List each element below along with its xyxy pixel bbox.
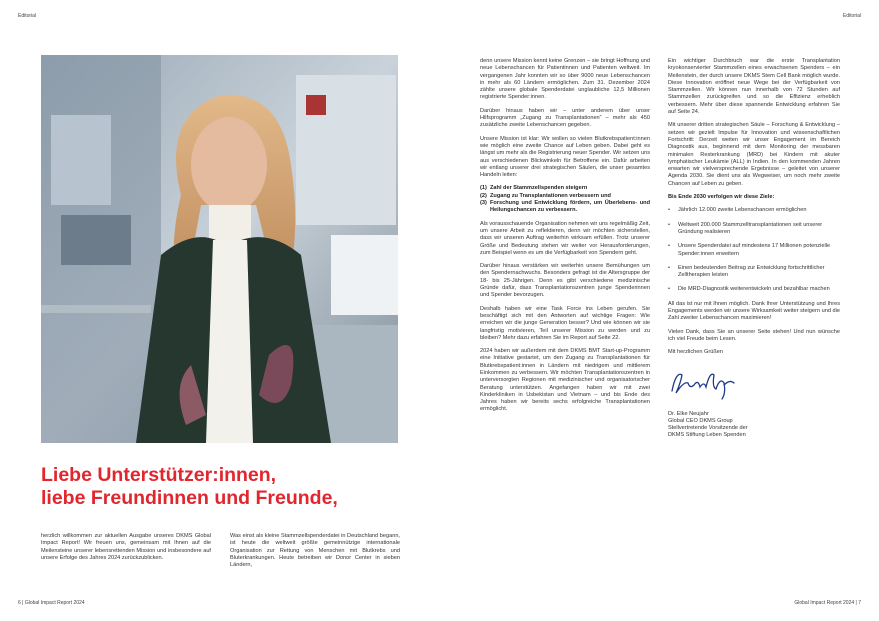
footer-right: Global Impact Report 2024 | 7	[794, 600, 861, 606]
paragraph: Ein wichtiger Durchbruch war die erste Transplantation kryokonservierter Stammzellen eines erwachsenen Spenders – ein Meilenstein, der durch unsere DKMS Stem Cell Bank möglich wurde. Diese Innovation eröffnet neue Wege bei der Verfügbarkeit von Stammzellen. Wir können nun innerhalb von 72 Stunden auf Stammzellen zurückgreifen und so die Effizienz erheblich verbessern. Mehr über diese spannende Entwicklung erfahren Sie auf Seite 24.	[668, 58, 840, 116]
headline	[41, 464, 431, 510]
paragraph: Darüber hinaus haben wir – unter anderem über unser Hilfsprogramm „Zugang zu Transplantationen“ – mehr als 450 zusätzliche zweite Lebenschancen gegeben.	[480, 107, 650, 129]
signer-title: DKMS Stiftung Leben Spenden	[668, 432, 746, 439]
goals-heading: Bis Ende 2030 verfolgen wir diese Ziele:	[668, 194, 775, 201]
list-item: • Jährlich 12.000 zweite Lebenschancen ermöglichen	[668, 207, 807, 214]
list-item: (1) Zahl der Stammzellspenden steigern	[480, 185, 588, 192]
paragraph: Mit unserer dritten strategischen Säule – Forschung & Entwicklung – setzen wir gezielt Impulse für Innovation und wissenschaftlichen Fortschritt: Derzeit weiten wir unser Engagement im Bereich Diagnostik aus, beginnend mit dem Monitoring der messbaren minimalen Resterkrankung (MRD) bei Kindern mit akuter lymphatischer Leukämie (ALL) in Indien. In den kommenden Jahren erwarten wir vielversprechende Ergebnisse – geleitet von unserer Agenda 2030. Sie dient uns als Wegweiser, um noch mehr zweite Chancen auf Leben zu geben.	[668, 122, 840, 187]
column-4	[668, 58, 840, 440]
list-item: (3) Forschung und Entwicklung fördern, um Überlebens- und Heilungschancen zu verbessern.	[480, 200, 650, 214]
signer-block	[668, 411, 840, 440]
paragraph: Unsere Mission ist klar: Wir wollen so vielen Blutkrebspatient:innen wie möglich eine zweite Chance auf Leben geben. Dabei geht es längst um mehr als die Registrierung neuer Spender. Wir setzen uns aus verschiedenen Blickwinkeln für Betroffene ein. Dafür arbeiten wir entlang unserer drei strategischen Säulen, die unser gesamtes Handeln leiten:	[480, 135, 650, 179]
strategic-pillars-list	[480, 185, 650, 214]
list-item: • Weltweit 200.000 Stammzelltransplantationen seit unserer Gründung realisieren	[668, 221, 823, 235]
column-2	[230, 533, 400, 575]
paragraph: denn unsere Mission kennt keine Grenzen – sie bringt Hoffnung und neue Lebenschancen für Patientinnen und Patienten weltweit. Im vergangenen Jahr konnten wir so über 9000 neue Lebenschancen in mehr als 60 Ländern ermöglichen. Zum 31. Dezember 2024 zählte unsere globale Spenderdatei unglaubliche 12,5 Millionen registrierte Spender:innen.	[480, 58, 650, 101]
headline-line-2: liebe Freundinnen und Freunde,	[41, 487, 338, 509]
signature	[668, 363, 840, 403]
portrait-photo	[41, 55, 398, 443]
column-1	[41, 533, 211, 568]
intro-paragraph: herzlich willkommen zur aktuellen Ausgabe unseres DKMS Global Impact Report! Wir freuen uns, gemeinsam mit Ihnen auf die Meilensteine unserer lebensrettenden Mission und insbesondere auf unsere Erfolge des Jahres 2024 zurückzublicken.	[41, 533, 211, 561]
paragraph: Deshalb haben wir eine Task Force ins Leben gerufen. Sie beschäftigt sich mit den Antworten auf wichtige Fragen: Wie erreichen wir die junge Generation besser? Und wie können wir sie langfristig motivieren, Teil unserer Mission zu werden und zu bleiben? Mehr dazu erfahren Sie im Report auf Seite 22.	[480, 305, 650, 341]
headline-line-1: Liebe Unterstützer:innen,	[41, 464, 277, 486]
column-3	[480, 58, 650, 420]
list-item: • Unsere Spenderdatei auf mindestens 17 Millionen potenzielle Spender:innen erweitern	[668, 243, 831, 257]
closing: Mit herzlichen Grüßen	[668, 349, 724, 356]
list-item: • Einen bedeutenden Beitrag zur Entwicklung fortschrittlicher Zelltherapien leisten	[668, 264, 825, 279]
signer-title: Stellvertretende Vorsitzende der	[668, 425, 748, 432]
signer-title: Global CEO DKMS Group	[668, 417, 733, 424]
footer-left: 6 | Global Impact Report 2024	[18, 600, 85, 606]
goals-list	[668, 207, 840, 293]
paragraph: Als vorausschauende Organisation nehmen wir uns regelmäßig Zeit, um unsere Arbeit zu reflektieren, denn wir möchten sicherstellen, dass wir unseren Auftrag weiterhin wirksam erfüllen. Trotz unserer Größe und Bedeutung stehen wir weiter vor Herausforderungen, zum Beispiel wenn es um die Verfügbarkeit von Spendern geht.	[480, 220, 650, 256]
paragraph: All das ist nur mit Ihnen möglich. Dank Ihrer Unterstützung und Ihres Engagements werden wir unsere Wirksamkeit weiter steigern und die Zahl zweiter Lebenschancen maximieren!	[668, 300, 840, 322]
signer-name: Dr. Elke Neujahr	[668, 410, 709, 417]
list-item: (2) Zugang zu Transplantationen verbessern und	[480, 192, 611, 199]
history-paragraph: Was einst als kleine Stammzellspenderdatei in Deutschland begann, ist heute die weltweit größte gemeinnützige internationale Organisation zur Rettung von Menschen mit Blutkrebs und Bluterkrankungen. Heute betreiben wir Donor Center in sieben Ländern,	[230, 533, 400, 569]
paragraph: Darüber hinaus verstärken wir weiterhin unsere Bemühungen um den Spendernachwuchs. Besonders gefragt ist die Altersgruppe der 18- bis 25-Jährigen. Denn es gibt verschiedene medizinische Gründe dafür, dass Transplantationszentren junge Spenderinnen und Spender bevorzugen.	[480, 263, 650, 299]
list-item: • Die MRD-Diagnostik weiterentwickeln und bezahlbar machen	[668, 286, 830, 293]
section-label-left: Editorial	[18, 13, 37, 19]
paragraph: Vielen Dank, dass Sie an unserer Seite stehen! Und nun wünsche ich viel Freude beim Lesen.	[668, 328, 840, 342]
paragraph: 2024 haben wir außerdem mit dem DKMS BMT Start-up-Programm eine Initiative gestartet, um den Zugang zu Transplantationen für Blutkrebspatient:innen in Ländern mit niedrigem und mittlerem Einkommen zu verbessern. Wir möchten Transplantationszentren in unterversorgten Regionen mit medizinischer und organisatorischer Beratung unterstützen. Angefangen haben wir mit zwei Kinderkliniken in Usbekistan und Vietnam – und bis Ende des Jahres haben wir bereits sechs erfolgreiche Transplantationen ermöglicht.	[480, 348, 650, 413]
section-label-right: Editorial	[842, 13, 861, 19]
